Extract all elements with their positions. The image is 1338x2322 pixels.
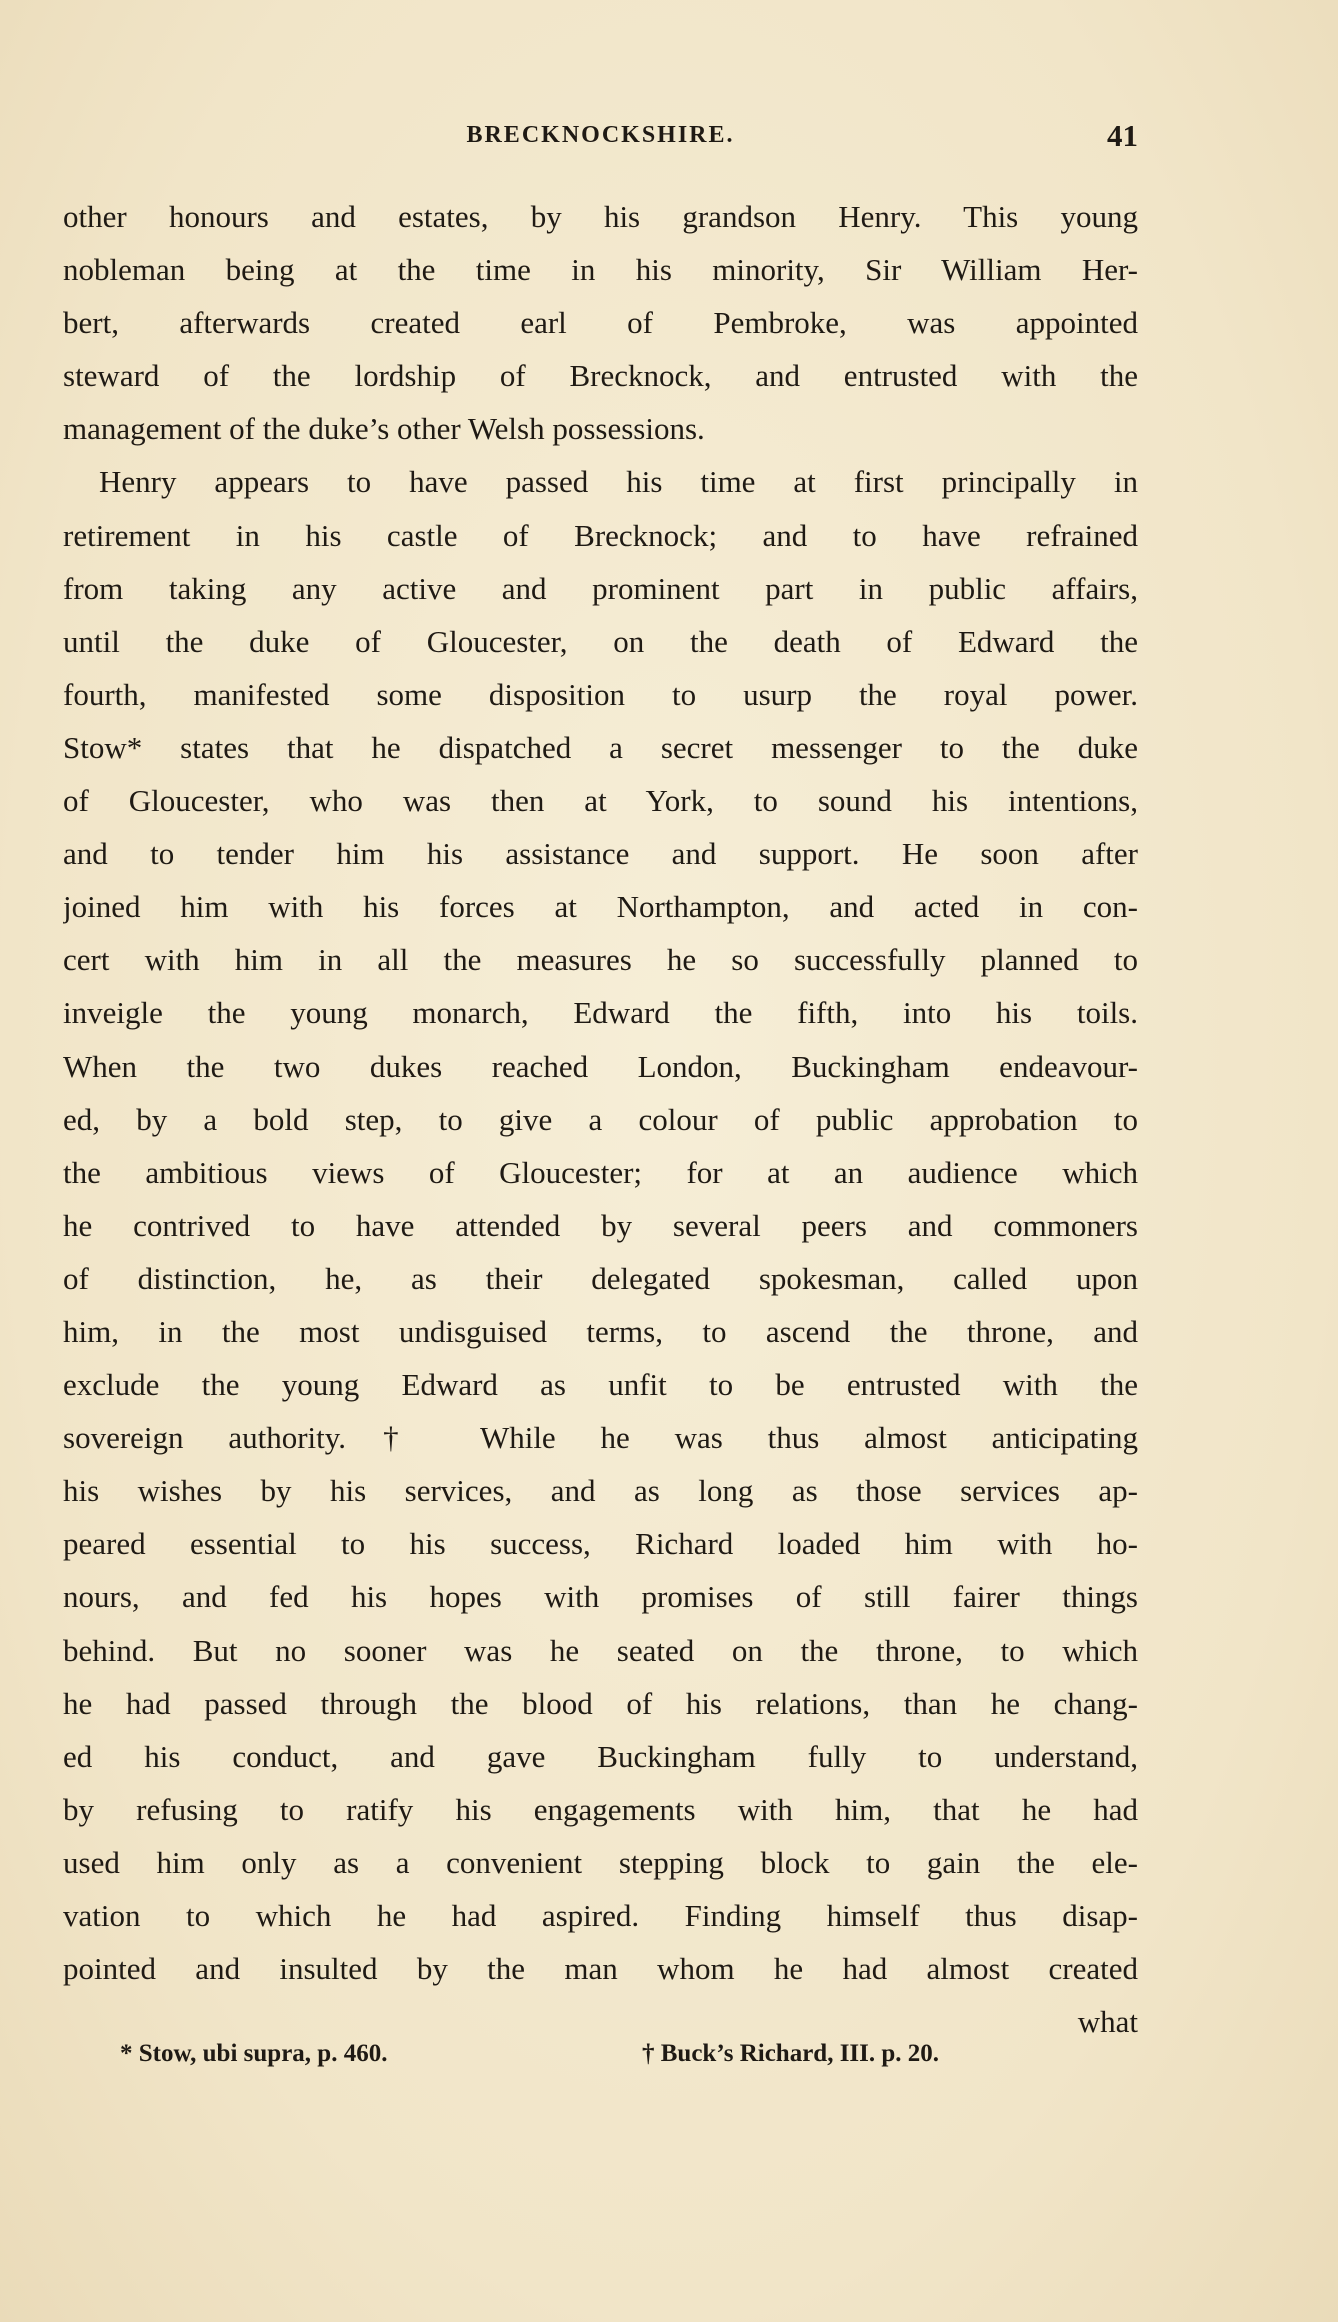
text-line: nobleman being at the time in his minority, Sir William Her- — [63, 252, 1138, 288]
text-line: ed his conduct, and gave Buckingham fully to understand, — [63, 1738, 1138, 1774]
text-line: by refusing to ratify his engagements with him, that he had — [63, 1791, 1138, 1827]
text-line: from taking any active and prominent part in public affairs, — [63, 570, 1138, 606]
text-line: management of the duke’s other Welsh possessions. — [63, 411, 705, 447]
footnote-stow: * Stow, ubi supra, p. 460. — [120, 2040, 388, 2067]
text-line: he had passed through the blood of his relations, than he chang- — [63, 1685, 1138, 1721]
text-line: him, in the most undisguised terms, to ascend the throne, and — [63, 1313, 1138, 1349]
text-line: and to tender him his assistance and support. He soon after — [63, 836, 1138, 872]
text-line: of Gloucester, who was then at York, to sound his intentions, — [63, 783, 1138, 819]
text-line: inveigle the young monarch, Edward the fifth, into his toils. — [63, 995, 1138, 1031]
text-line: fourth, manifested some disposition to usurp the royal power. — [63, 676, 1138, 712]
text-line: Henry appears to have passed his time at first principally in — [99, 464, 1138, 500]
text-line: the ambitious views of Gloucester; for at an audience which — [63, 1154, 1138, 1190]
page-header — [63, 118, 1138, 158]
text-line: sovereign authority.† While he was thus almost anticipating — [63, 1420, 1138, 1456]
body-text — [63, 190, 1138, 2048]
page-number: 41 — [1107, 118, 1138, 153]
text-line: nours, and fed his hopes with promises of still fairer things — [63, 1579, 1138, 1615]
text-line: pointed and insulted by the man whom he had almost created — [63, 1951, 1138, 1987]
text-line: he contrived to have attended by several peers and commoners — [63, 1207, 1138, 1243]
text-line: bert, afterwards created earl of Pembroke, was appointed — [63, 305, 1138, 341]
text-line: retirement in his castle of Brecknock; and to have refrained — [63, 517, 1138, 553]
text-line: ed, by a bold step, to give a colour of public approbation to — [63, 1101, 1138, 1137]
text-line: his wishes by his services, and as long as those services ap- — [63, 1473, 1138, 1509]
text-line: joined him with his forces at Northampton, and acted in con- — [63, 889, 1138, 925]
running-title: BRECKNOCKSHIRE. — [466, 122, 735, 148]
text-line: until the duke of Gloucester, on the death of Edward the — [63, 623, 1138, 659]
text-line: used him only as a convenient stepping block to gain the ele- — [63, 1844, 1138, 1880]
text-line: When the two dukes reached London, Buckingham endeavour- — [63, 1048, 1138, 1084]
text-line: vation to which he had aspired. Finding himself thus disap- — [63, 1898, 1138, 1933]
text-line: cert with him in all the measures he so successfully planned to — [63, 942, 1138, 978]
text-line: exclude the young Edward as unfit to be entrusted with the — [63, 1367, 1138, 1403]
text-line: of distinction, he, as their delegated spokesman, called upon — [63, 1260, 1138, 1296]
catchword: what — [1077, 2004, 1138, 2040]
text-line: peared essential to his success, Richard loaded him with ho- — [63, 1526, 1138, 1562]
text-line: Stow* states that he dispatched a secret messenger to the duke — [63, 729, 1138, 765]
text-line: behind. But no sooner was he seated on the throne, to which — [63, 1632, 1138, 1668]
text-line: other honours and estates, by his grandson Henry. This young — [63, 199, 1138, 234]
text-line: steward of the lordship of Brecknock, and entrusted with the — [63, 358, 1138, 394]
footnote-buck: † Buck’s Richard, III. p. 20. — [642, 2040, 940, 2067]
